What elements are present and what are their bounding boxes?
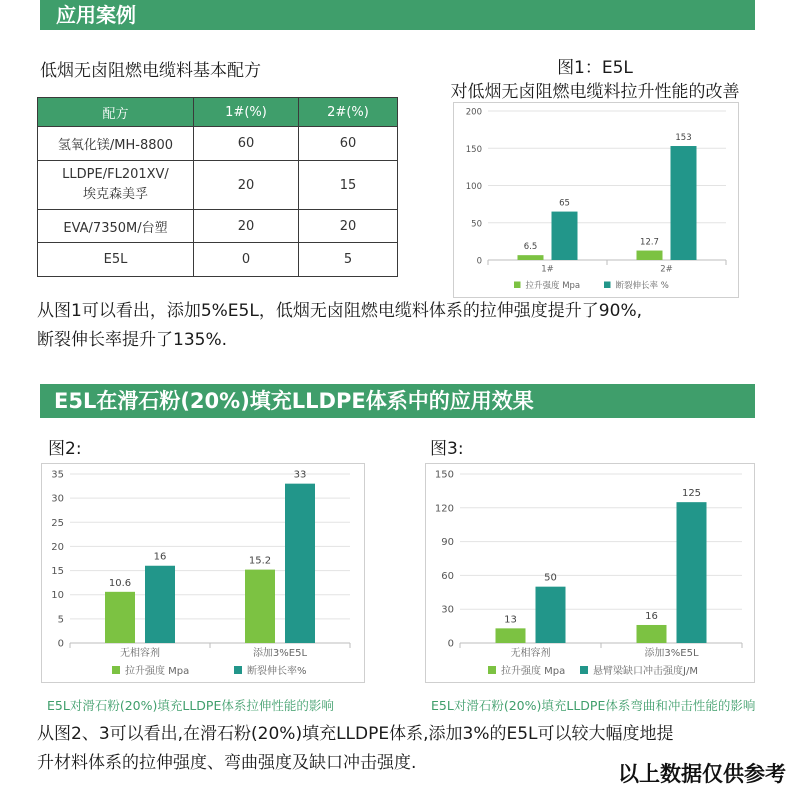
table-header-cell: 1#(%) — [194, 98, 299, 127]
legend-label: 断裂伸长率 % — [615, 281, 669, 291]
figure-2-frame — [41, 463, 365, 683]
legend-swatch — [234, 666, 242, 674]
figure-2-chart — [42, 464, 364, 682]
figure-1-title-line1: 图1：E5L — [557, 58, 633, 78]
data-label: 50 — [544, 572, 557, 584]
table-header-row — [38, 98, 398, 127]
x-tick-label: 1# — [541, 264, 554, 275]
x-tick-label: 2# — [660, 264, 673, 275]
figure-1-title-line2: 对低烟无卤阻燃电缆料拉升性能的改善 — [450, 82, 740, 102]
table-row — [38, 127, 398, 161]
y-tick-label: 200 — [465, 107, 482, 118]
figure-3-label: 图3: — [430, 439, 464, 459]
data-label: 10.6 — [108, 577, 132, 589]
table-cell: LLDPE/FL201XV/ 埃克森美孚 — [38, 161, 194, 210]
y-tick-label: 150 — [434, 469, 454, 481]
y-tick-label: 15 — [51, 566, 64, 578]
x-tick-label: 无相容剂 — [120, 648, 160, 659]
y-tick-label: 120 — [434, 503, 454, 515]
data-label: 6.5 — [523, 242, 538, 253]
y-tick-label: 5 — [57, 614, 64, 626]
formula-table — [37, 97, 398, 277]
table-row — [38, 243, 398, 277]
bar — [245, 570, 275, 643]
section-title: E5L在滑石粉(20%)填充LLDPE体系中的应用效果 — [54, 389, 534, 413]
section-title: 应用案例 — [56, 3, 136, 27]
figure-2-caption: E5L对滑石粉(20%)填充LLDPE体系拉伸性能的影响 — [47, 698, 334, 713]
data-label: 16 — [645, 610, 658, 622]
bar — [536, 587, 566, 643]
y-tick-label: 0 — [447, 638, 454, 650]
legend-label: 拉升强度 Mpa — [501, 666, 566, 677]
y-tick-label: 10 — [51, 590, 64, 602]
y-tick-label: 0 — [57, 638, 64, 650]
figure-1-title — [430, 56, 760, 104]
bar — [671, 146, 697, 260]
data-label: 125 — [681, 488, 702, 500]
paragraph-2-line1: 从图2、3可以看出,在滑石粉(20%)填充LLDPE体系,添加3%的E5L可以较大幅度地提 — [37, 724, 674, 744]
legend-swatch — [580, 666, 588, 674]
table-cell: 氢氧化镁/MH-8800 — [38, 127, 194, 161]
table-cell: 5 — [299, 243, 398, 277]
table-cell: E5L — [38, 243, 194, 277]
table-row — [38, 210, 398, 243]
table-cell: 60 — [299, 127, 398, 161]
data-label: 65 — [559, 198, 570, 209]
table-cell: 60 — [194, 127, 299, 161]
y-tick-label: 50 — [471, 219, 482, 230]
y-tick-label: 150 — [465, 144, 482, 155]
y-tick-label: 0 — [476, 256, 482, 267]
paragraph-1-line2: 断裂伸长率提升了135%. — [37, 330, 228, 350]
paragraph-1-line1: 从图1可以看出，添加5%E5L，低烟无卤阻燃电缆料体系的拉伸强度提升了90%, — [37, 301, 643, 321]
table-cell: EVA/7350M/台塑 — [38, 210, 194, 243]
y-tick-label: 100 — [465, 182, 482, 192]
table-header-cell: 配方 — [38, 98, 194, 127]
legend-label: 悬臂梁缺口冲击强度J/M — [593, 666, 698, 677]
figure-3-chart — [426, 464, 754, 682]
data-label: 12.7 — [640, 237, 659, 248]
data-label: 16 — [153, 551, 167, 563]
legend-swatch — [514, 282, 521, 289]
paragraph-2 — [37, 720, 674, 778]
legend-swatch — [604, 282, 611, 289]
data-label: 15.2 — [248, 555, 272, 567]
legend-swatch — [112, 666, 120, 674]
figure-2-label: 图2: — [48, 439, 82, 459]
bar — [677, 502, 707, 643]
figure-1-frame — [453, 102, 739, 298]
figure-1-chart — [454, 103, 738, 297]
bar — [496, 628, 526, 643]
table-row — [38, 161, 398, 210]
paragraph-1 — [37, 297, 642, 355]
disclaimer: 以上数据仅供参考 — [618, 762, 786, 786]
data-label: 13 — [504, 614, 517, 626]
table-cell: 20 — [194, 210, 299, 243]
table-cell: 20 — [194, 161, 299, 210]
legend-label: 断裂伸长率% — [247, 666, 307, 677]
y-tick-label: 35 — [51, 469, 64, 481]
table-cell: 20 — [299, 210, 398, 243]
paragraph-2-line2: 升材料体系的拉伸强度、弯曲强度及缺口冲击强度. — [37, 753, 417, 773]
bar — [637, 625, 667, 643]
y-tick-label: 30 — [51, 493, 64, 505]
data-label: 153 — [675, 133, 692, 144]
table-title: 低烟无卤阻燃电缆料基本配方 — [40, 61, 261, 81]
bar — [285, 484, 315, 643]
x-tick-label: 无相容剂 — [510, 648, 551, 659]
bar — [518, 255, 544, 260]
section-header-talc-lldpe — [40, 384, 755, 418]
table-cell: 15 — [299, 161, 398, 210]
bar — [637, 251, 663, 260]
y-tick-label: 25 — [51, 517, 64, 529]
bar — [145, 566, 175, 643]
table-header-cell: 2#(%) — [299, 98, 398, 127]
bar — [105, 592, 135, 643]
bar — [552, 212, 578, 260]
y-tick-label: 60 — [441, 570, 454, 582]
legend-swatch — [488, 666, 496, 674]
data-label: 33 — [293, 469, 307, 481]
table-cell: 0 — [194, 243, 299, 277]
legend-label: 拉升强度 Mpa — [525, 281, 581, 291]
y-tick-label: 20 — [51, 541, 64, 553]
y-tick-label: 90 — [441, 537, 454, 549]
x-tick-label: 添加3%E5L — [252, 648, 308, 659]
x-tick-label: 添加3%E5L — [644, 648, 699, 659]
figure-3-frame — [425, 463, 755, 683]
section-header-application-cases — [40, 0, 755, 30]
legend-label: 拉升强度 Mpa — [125, 666, 190, 677]
figure-3-caption: E5L对滑石粉(20%)填充LLDPE体系弯曲和冲击性能的影响 — [431, 698, 756, 713]
y-tick-label: 30 — [441, 604, 454, 616]
